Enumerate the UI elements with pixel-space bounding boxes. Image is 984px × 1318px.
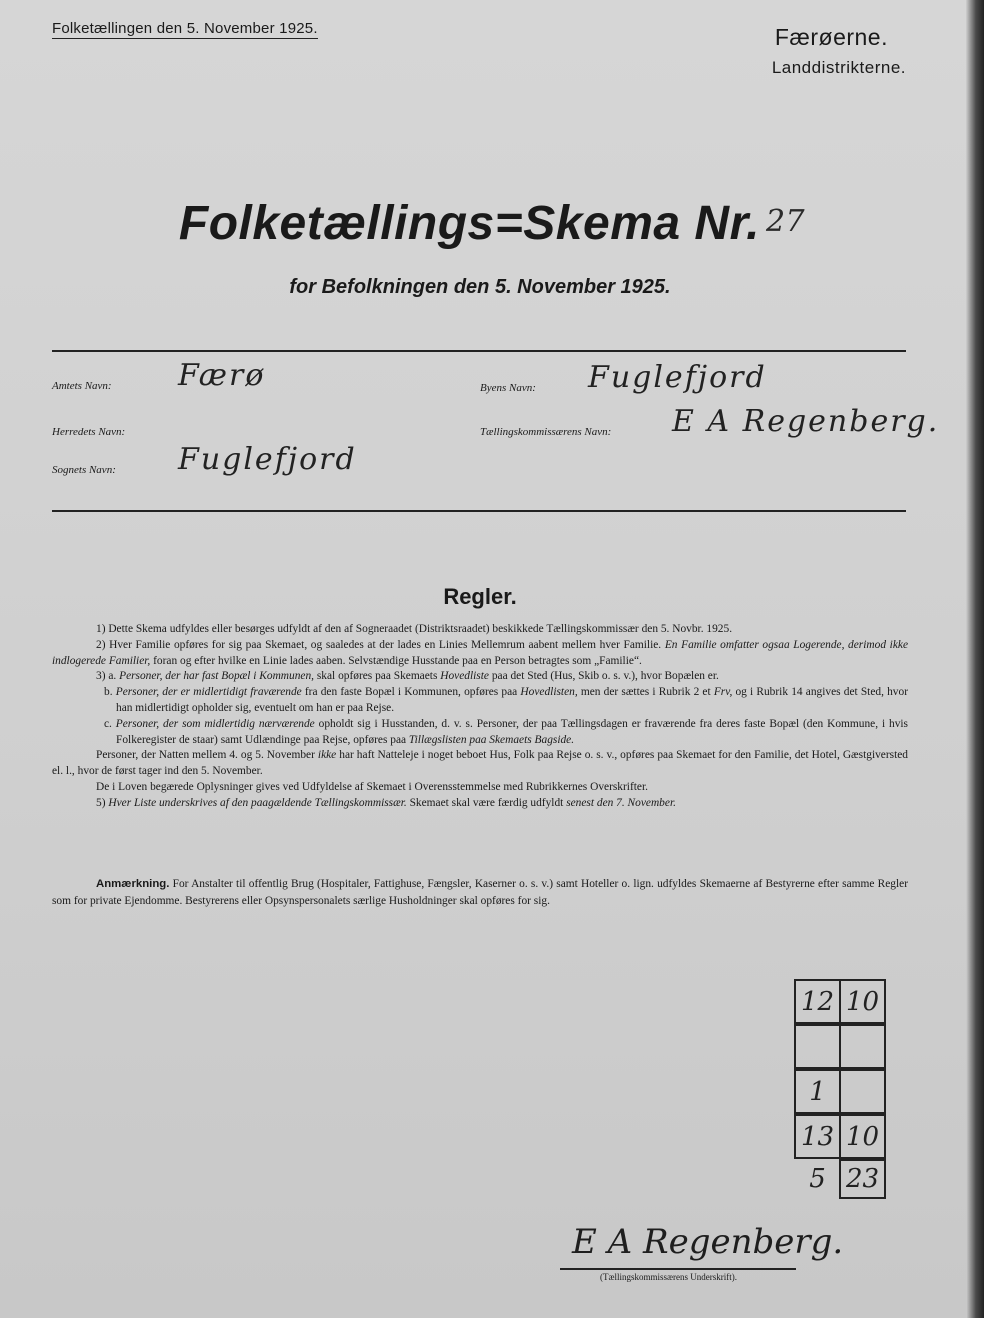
tally-row [794,1159,890,1199]
form-title-text: Folketællings=Skema Nr. [178,197,760,250]
tally-cell: 1 [794,1069,841,1114]
byens-label: Byens Navn: [480,382,536,394]
rule-6: 5) Hver Liste underskrives af den paagældende Tællingskommissær. Skemaet skal være færdig udfyldt senest den 7. November. [96,796,676,809]
form-subtitle: for Befolkningen den 5. November 1925. [289,276,671,298]
rule-3c: c. Personer, der som midlertidig nærværende opholdt sig i Husstanden, d. v. s. Personer, der paa Tællingsdagen er fraværende fra deres faste Bopæl (den Kommune, i hvis Folkeregister de staar) samt Udlændinge paa Rejse, opføres paa Tillægslisten paa Skemaets Bagside. [104,717,908,746]
bottom-rule [52,510,906,512]
tally-row [794,1114,890,1159]
census-date-header: Folketællingen den 5. November 1925. [52,20,318,37]
byens-value: Fuglefjord [588,360,767,395]
top-rule [52,350,906,352]
tally-cell: 10 [839,1114,886,1159]
rules-text [52,622,908,812]
signature-line [560,1268,796,1270]
region-header: Færøerne. [774,24,888,50]
tally-box [794,979,890,1199]
rule-3a: 3) a. Personer, der har fast Bopæl i Kommunen, skal opføres paa Skemaets Hovedliste paa det Sted (Hus, Skib o. s. v.), hvor Bopælen er. [96,670,719,683]
tally-cell: 13 [794,1114,841,1159]
signature-caption: (Tællingskommissærens Underskrift). [600,1272,737,1282]
remark-text: For Anstalter til offentlig Brug (Hospitaler, Fattighuse, Fængsler, Kaserner o. s. v.) samt Hoteller o. lign. udfyldes Skemaerne af Bestyrerne efter samme Regler som for private Ejendomme. Bestyrerens eller Opsynspersonalets særlige Husholdninger skal opføres for sig. [52,878,908,907]
amt-label: Amtets Navn: [52,380,112,392]
kommissaer-label: Tællingskommissærens Navn: [480,426,612,438]
rule-4: Personer, der Natten mellem 4. og 5. November ikke har haft Natteleje i noget beboet Hus, Folk paa Rejse o. s. v., opføres paa Skemaet for den Familie, det Hotel, Gæstgiversted el. l., hvor de først tager ind den 5. November. [52,749,908,778]
tally-cell: 23 [839,1159,886,1199]
district-header: Landdistrikterne. [771,58,906,77]
tally-cell: 5 [809,1164,826,1194]
tally-cell [794,1024,841,1069]
rules-heading: Regler. [443,584,517,609]
tally-cell [839,1024,886,1069]
herred-label: Herredets Navn: [52,426,126,438]
tally-row [794,1069,890,1114]
rule-5: De i Loven begærede Oplysninger gives ved Udfyldelse af Skemaet i Overensstemmelse med Rubrikkernes Overskrifter. [96,780,648,793]
amt-value: Færø [178,358,266,393]
signature-handwritten: E A Regenberg. [572,1222,844,1262]
rule-1: 1) Dette Skema udfyldes eller besørges udfyldt af den af Sogneraadet (Distriktsraadet) beskikkede Tællingskommissær den 5. Novbr. 1925. [96,623,733,635]
tally-cell: 10 [839,979,886,1024]
tally-row [794,1024,890,1069]
tally-cell [839,1069,886,1114]
rule-3b: b. Personer, der er midlertidigt fraværende fra den faste Bopæl i Kommunen, opføres paa Hovedlisten, men der sættes i Rubrik 2 et Frv, og i Rubrik 14 angives det Sted, hvor han midlertidigt opholder sig, eventuelt om han er paa Rejse. [104,686,908,714]
form-number-handwritten: 27 [765,204,806,239]
rule-2: 2) Hver Familie opføres for sig paa Skemaet, og saaledes at der lades en Linies Mellemrum aabent mellem hver Familie. En Familie omfatter ogsaa Logerende, derimod ikke indlogerede Familier, foran og efter hvilke en Linie lades aaben. Selvstændige Husstande paa en Person betragtes som „Familie“. [52,638,908,667]
kommissaer-value: E A Regenberg. [672,404,940,439]
form-title [0,196,984,251]
remark-label: Anmærkning. [96,878,170,890]
sogn-value: Fuglefjord [178,442,357,477]
tally-row [794,979,890,1024]
sogn-label: Sognets Navn: [52,464,116,476]
tally-cell: 12 [794,979,841,1024]
remark-note [52,876,908,910]
